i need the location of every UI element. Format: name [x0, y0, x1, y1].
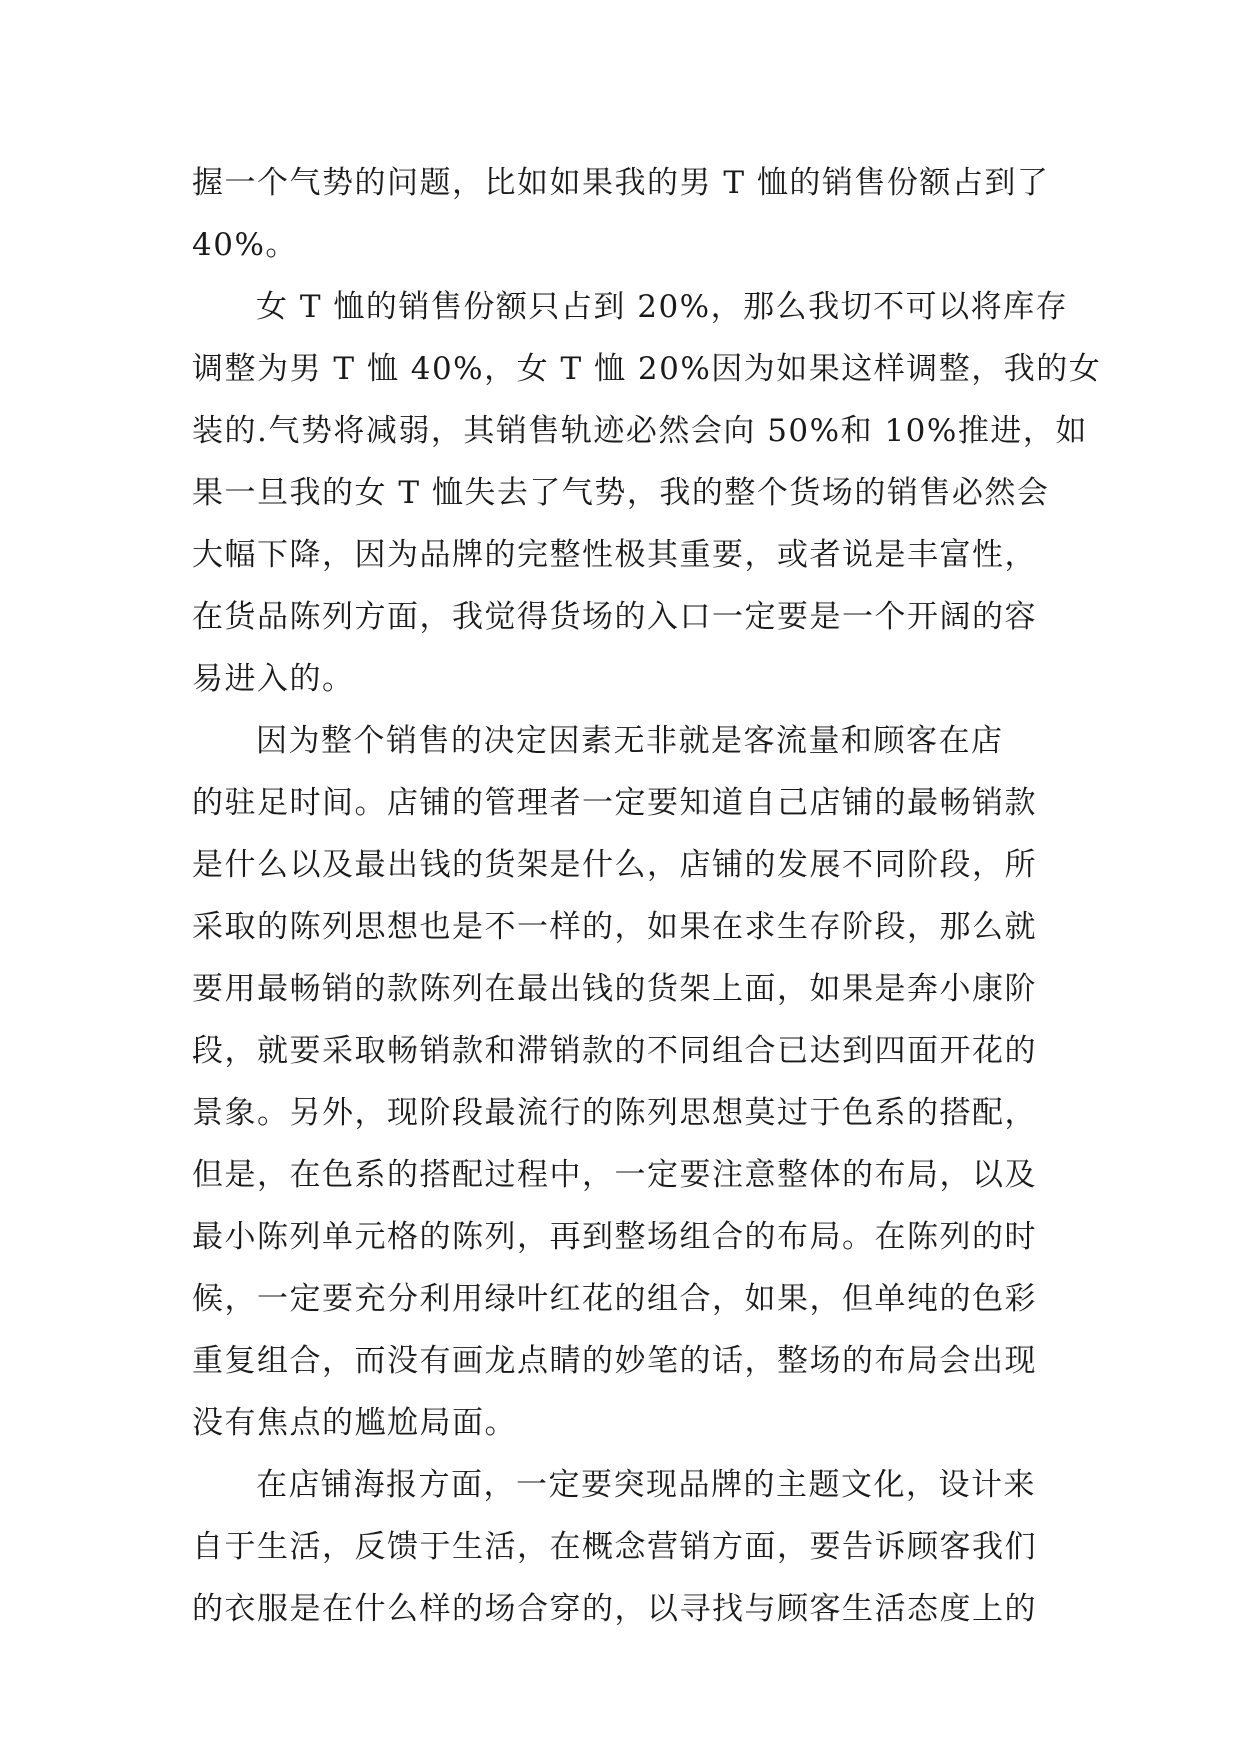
paragraph — [192, 1454, 1054, 1640]
text-line: 的衣服是在什么样的场合穿的，以寻找与顾客生活态度上的 — [192, 1591, 1037, 1627]
text-line: 因为整个销售的决定因素无非就是客流量和顾客在店 — [256, 723, 1004, 759]
text-line: 调整为男 T 恤 40%，女 T 恤 20%因为如果这样调整，我的女 — [192, 351, 1102, 387]
text-line: 是什么以及最出钱的货架是什么，店铺的发展不同阶段，所 — [192, 847, 1037, 883]
text-line: 的驻足时间。店铺的管理者一定要知道自己店铺的最畅销款 — [192, 785, 1037, 821]
text-line: 重复组合，而没有画龙点睛的妙笔的话，整场的布局会出现 — [192, 1343, 1037, 1379]
text-line: 要用最畅销的款陈列在最出钱的货架上面，如果是奔小康阶 — [192, 971, 1037, 1007]
text-line: 段，就要采取畅销款和滞销款的不同组合已达到四面开花的 — [192, 1033, 1037, 1069]
text-line: 在货品陈列方面，我觉得货场的入口一定要是一个开阔的容 — [192, 599, 1037, 635]
text-line: 装的.气势将减弱，其销售轨迹必然会向 50%和 10%推进，如 — [192, 413, 1088, 449]
text-line: 自于生活，反馈于生活，在概念营销方面，要告诉顾客我们 — [192, 1529, 1037, 1565]
text-line: 候，一定要充分利用绿叶红花的组合，如果，但单纯的色彩 — [192, 1281, 1037, 1317]
text-line: 但是，在色系的搭配过程中，一定要注意整体的布局，以及 — [192, 1157, 1037, 1193]
text-line: 大幅下降，因为品牌的完整性极其重要，或者说是丰富性， — [192, 537, 1037, 573]
paragraph — [192, 152, 1054, 276]
paragraph — [192, 710, 1054, 1454]
text-line: 握一个气势的问题，比如如果我的男 T 恤的销售份额占到了 — [192, 165, 1050, 201]
text-line: 在店铺海报方面，一定要突现品牌的主题文化，设计来 — [256, 1467, 1036, 1503]
text-line: 没有焦点的尴尬局面。 — [192, 1405, 517, 1441]
text-line: 易进入的。 — [192, 661, 355, 697]
text-line: 最小陈列单元格的陈列，再到整场组合的布局。在陈列的时 — [192, 1219, 1037, 1255]
paragraph — [192, 276, 1102, 710]
text-line: 40%。 — [192, 227, 298, 263]
text-line: 景象。另外，现阶段最流行的陈列思想莫过于色系的搭配， — [192, 1095, 1037, 1131]
text-line: 采取的陈列思想也是不一样的，如果在求生存阶段，那么就 — [192, 909, 1037, 945]
text-line: 果一旦我的女 T 恤失去了气势，我的整个货场的销售必然会 — [192, 475, 1050, 511]
document-body — [192, 152, 1102, 1640]
text-line: 女 T 恤的销售份额只占到 20%，那么我切不可以将库存 — [256, 289, 1069, 325]
